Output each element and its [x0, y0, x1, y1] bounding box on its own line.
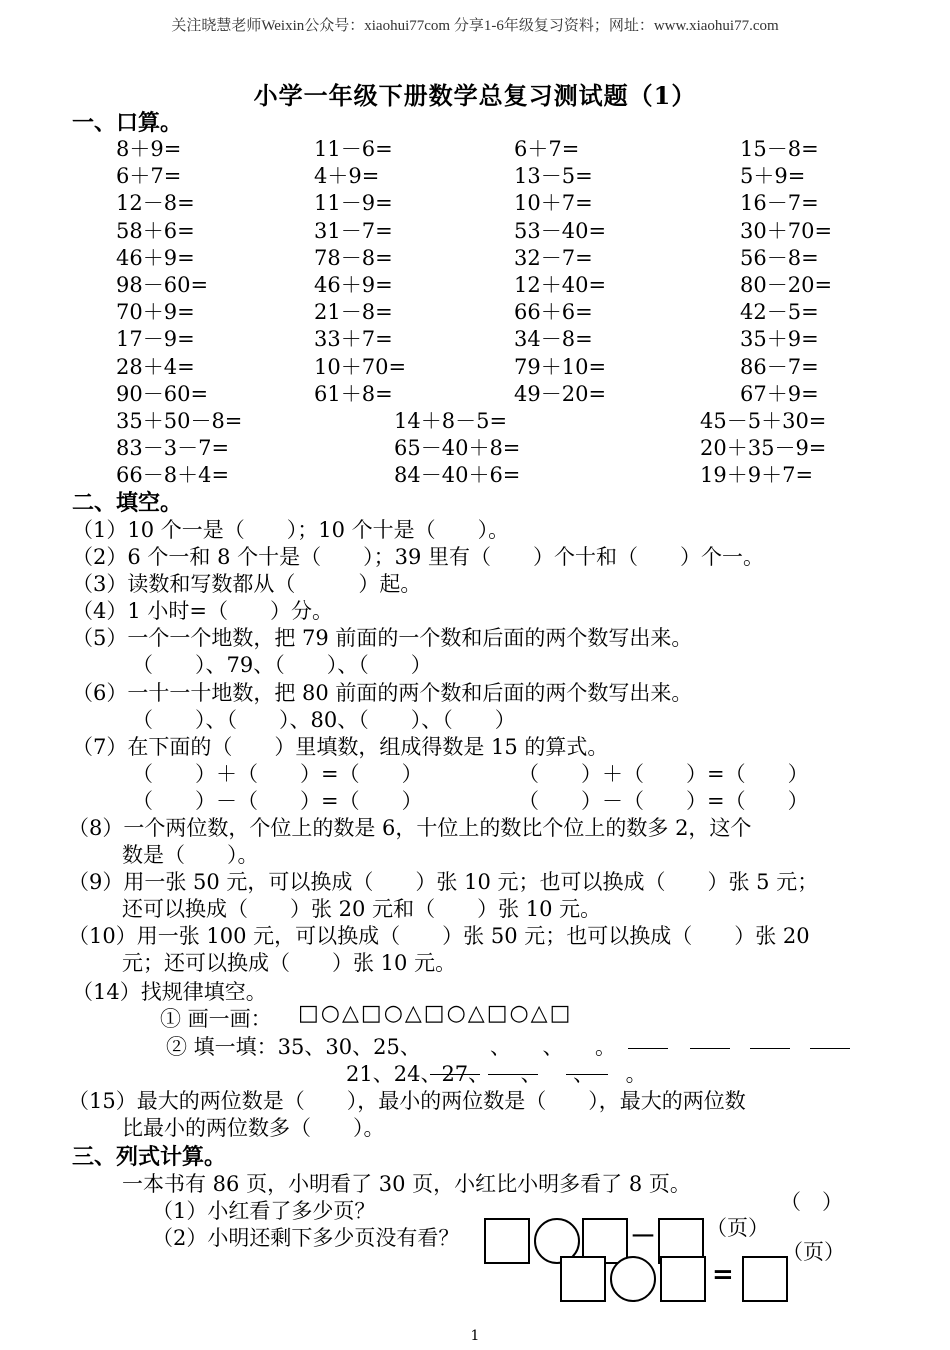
section-word-heading: 三、列式计算。 [72, 1144, 227, 1170]
fill-question-7: （7）在下面的（ ）里填数，组成得数是 15 的算式。 [72, 735, 609, 759]
oral-problem: 79＋10= [514, 354, 607, 379]
oral-problem: 10＋7= [514, 191, 593, 216]
oral-problem: 70＋9= [116, 300, 195, 325]
oral-problem: 61＋8= [314, 381, 393, 406]
oral-problem: 66＋6= [514, 300, 593, 325]
oral-problem: 12＋40= [514, 273, 607, 297]
word-problem-part-1: （1）小红看了多少页？ [152, 1199, 376, 1223]
mixed-oral-problem: 83－3－7= [116, 436, 230, 461]
mixed-oral-problem: 14＋8－5= [394, 409, 508, 433]
minus-sign: － [630, 1222, 657, 1252]
fill-question-9-line2: 还可以换成（ ）张 20 元和（ ）张 10 元。 [122, 897, 602, 921]
blank-line [488, 1074, 538, 1075]
pattern-fill-label: ② 填一填：35、30、25、 [166, 1035, 421, 1059]
unit-label: （页） [706, 1216, 769, 1240]
oral-problem: 6＋7= [514, 137, 580, 161]
mixed-oral-problem: 65－40＋8= [394, 436, 521, 461]
page-header: 关注晓慧老师Weixin公众号：xiaohui77com 分享1-6年级复习资料；网址：www.xiaohui77.com [171, 18, 779, 34]
answer-box[interactable] [484, 1218, 530, 1264]
section-oral-heading: 一、口算。 [72, 110, 183, 136]
oral-problem: 78－8= [314, 245, 393, 270]
section-fill-heading: 二、填空。 [72, 490, 183, 516]
fill-question-6: （6）一十一十地数，把 80 前面的两个数和后面的两个数写出来。 [72, 681, 693, 705]
oral-problem: 53－40= [514, 218, 607, 243]
oral-problem: 86－7= [740, 354, 819, 379]
oral-problem: 34－8= [514, 327, 593, 352]
mixed-oral-problem: 20＋35－9= [700, 436, 827, 461]
fill-question-15-line2: 比最小的两位数多（ ）。 [122, 1116, 385, 1140]
pattern-draw-label: ① 画一画： [160, 1007, 272, 1031]
fill-question-7-add-right: （ ）＋（ ）=（ ） [518, 762, 809, 786]
oral-problem: 10＋70= [314, 354, 407, 379]
answer-parentheses: （ ） [780, 1190, 843, 1214]
pattern-shapes: □○△□○△□○△□○△□ [298, 1001, 573, 1026]
pattern-fill-rest: 、 、 。 [490, 1035, 616, 1059]
fill-question-7-sub-right: （ ）－（ ）=（ ） [518, 789, 809, 813]
answer-box[interactable] [560, 1256, 606, 1302]
fill-question-8-line2: 数是（ ）。 [122, 843, 259, 867]
oral-problem: 80－20= [740, 273, 833, 297]
fill-question-14: （14）找规律填空。 [72, 980, 267, 1004]
oral-problem: 30＋70= [740, 218, 833, 243]
oral-problem: 33＋7= [314, 327, 393, 352]
fill-question-4: （4）1 小时=（ ）分。 [72, 599, 333, 623]
mixed-oral-problem: 66－8＋4= [116, 463, 230, 488]
oral-problem: 32－7= [514, 245, 593, 270]
fill-question-9-line1: （9）用一张 50 元，可以换成（ ）张 10 元；也可以换成（ ）张 5 元； [68, 870, 819, 894]
oral-problem: 46＋9= [116, 245, 195, 270]
oral-problem: 16－7= [740, 191, 819, 216]
oral-problem: 6＋7= [116, 164, 182, 189]
fill-question-8-line1: （8）一个两位数，个位上的数是 6，十位上的数比个位上的数多 2，这个 [68, 816, 752, 840]
unit-label: （页） [782, 1240, 845, 1264]
oral-problem: 11－9= [314, 191, 393, 216]
fill-question-10-line2: 元；还可以换成（ ）张 10 元。 [122, 951, 457, 975]
fill-question-7-add-left: （ ）＋（ ）=（ ） [132, 762, 423, 786]
oral-problem: 5＋9= [740, 164, 806, 189]
mixed-oral-problem: 84－40＋6= [394, 463, 521, 488]
oral-problem: 13－5= [514, 164, 593, 189]
mixed-oral-problem: 19＋9＋7= [700, 463, 814, 488]
blank-line [810, 1048, 850, 1049]
pattern-fill-line2: 21、24、27、 、 、 。 [346, 1062, 647, 1086]
oral-problem: 90－60= [116, 381, 209, 406]
fill-question-7-sub-left: （ ）－（ ）=（ ） [132, 789, 423, 813]
oral-problem: 49－20= [514, 381, 607, 406]
oral-problem: 8＋9= [116, 137, 182, 161]
fill-question-3: （3）读数和写数都从（ ）起。 [72, 572, 422, 596]
mixed-oral-problem: 45－5＋30= [700, 409, 827, 433]
oral-problem: 35＋9= [740, 327, 819, 352]
word-problem-part-2: （2）小明还剩下多少页没有看？ [152, 1226, 460, 1250]
oral-problem: 42－5= [740, 300, 819, 325]
page-number: 1 [470, 1328, 480, 1344]
oral-problem: 98－60= [116, 273, 209, 297]
oral-problem: 21－8= [314, 300, 393, 325]
fill-question-2: （2）6 个一和 8 个十是（ ）；39 里有（ ）个十和（ ）个一。 [72, 545, 765, 569]
answer-box[interactable] [660, 1256, 706, 1302]
blank-line [628, 1048, 668, 1049]
oral-problem: 28＋4= [116, 354, 195, 379]
oral-problem: 15－8= [740, 137, 819, 161]
oral-problem: 11－6= [314, 137, 393, 161]
oral-problem: 4＋9= [314, 164, 380, 189]
oral-problem: 58＋6= [116, 218, 195, 243]
equals-sign: = [712, 1260, 734, 1290]
page-title: 小学一年级下册数学总复习测试题（1） [253, 81, 697, 110]
oral-problem: 31－7= [314, 218, 393, 243]
fill-question-5: （5）一个一个地数，把 79 前面的一个数和后面的两个数写出来。 [72, 626, 693, 650]
oral-problem: 46＋9= [314, 273, 393, 297]
oral-problem: 12－8= [116, 191, 195, 216]
fill-question-10-line1: （10）用一张 100 元，可以换成（ ）张 50 元；也可以换成（ ）张 20 [68, 924, 810, 948]
mixed-oral-problem: 35＋50－8= [116, 409, 243, 433]
fill-question-5-answer: （ ）、79、（ ）、（ ） [132, 653, 432, 677]
blank-line [566, 1074, 608, 1075]
oral-problem: 17－9= [116, 327, 195, 352]
operator-circle[interactable] [610, 1256, 656, 1302]
oral-problem: 56－8= [740, 245, 819, 270]
word-problem-intro: 一本书有 86 页，小明看了 30 页，小红比小明多看了 8 页。 [122, 1172, 691, 1196]
blank-line [690, 1048, 730, 1049]
oral-problem: 67＋9= [740, 381, 819, 406]
blank-line [750, 1048, 790, 1049]
fill-question-6-answer: （ ）、（ ）、80、（ ）、（ ） [132, 708, 516, 732]
fill-question-1: （1）10 个一是（ ）；10 个十是（ ）。 [72, 518, 510, 542]
fill-question-15-line1: （15）最大的两位数是（ ），最小的两位数是（ ），最大的两位数 [68, 1089, 746, 1113]
blank-line [430, 1074, 480, 1075]
